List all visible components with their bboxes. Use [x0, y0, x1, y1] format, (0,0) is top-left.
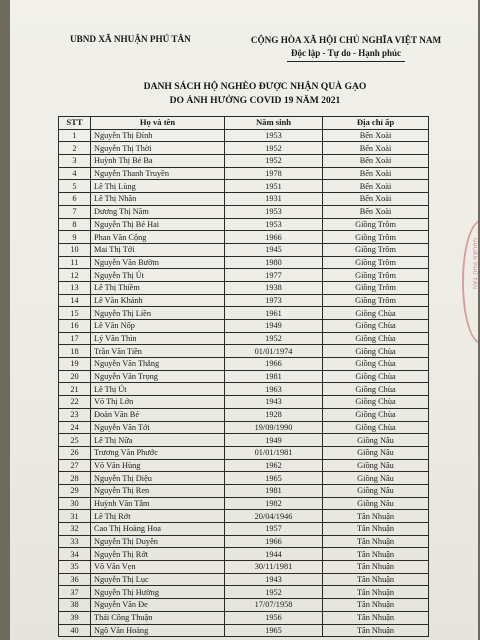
- hamlet-address: Giồng Chùa: [323, 358, 429, 371]
- recipient-name: Nguyễn Văn Bườm: [91, 256, 225, 269]
- hamlet-address: Tân Nhuận: [323, 611, 429, 624]
- birth-date: 1953: [225, 205, 323, 218]
- recipient-name: Nguyễn Văn Tới: [91, 421, 225, 434]
- hamlet-address: Giồng Chùa: [323, 408, 429, 421]
- motto-underline: [287, 61, 405, 62]
- recipient-name: Phan Văn Cộng: [91, 231, 225, 244]
- row-number: 5: [59, 180, 91, 193]
- table-row: [59, 535, 429, 548]
- birth-date: 1965: [225, 472, 323, 485]
- recipient-name: Lý Văn Thìn: [91, 332, 225, 345]
- column-header-name: Họ và tên: [91, 117, 225, 130]
- table-row: [59, 345, 429, 358]
- recipient-name: Võ Văn Hùng: [91, 459, 225, 472]
- recipient-name: Dương Thị Năm: [91, 205, 225, 218]
- table-row: [59, 459, 429, 472]
- birth-date: 1956: [225, 611, 323, 624]
- row-number: 24: [59, 421, 91, 434]
- row-number: 40: [59, 624, 91, 637]
- row-number: 32: [59, 523, 91, 536]
- row-number: 18: [59, 345, 91, 358]
- hamlet-address: Giồng Nâu: [323, 459, 429, 472]
- table-row: [59, 243, 429, 256]
- birth-date: 01/01/1981: [225, 446, 323, 459]
- row-number: 11: [59, 256, 91, 269]
- table-row: [59, 510, 429, 523]
- hamlet-address: Giồng Nâu: [323, 497, 429, 510]
- recipient-name: Trần Văn Tiền: [91, 345, 225, 358]
- motto-line: Độc lập - Tự do - Hạnh phúc: [290, 48, 401, 58]
- birth-date: 1943: [225, 396, 323, 409]
- hamlet-address: Bến Xoài: [323, 193, 429, 206]
- birth-date: 1966: [225, 231, 323, 244]
- hamlet-address: Giồng Nâu: [323, 472, 429, 485]
- birth-date: 1952: [225, 142, 323, 155]
- document-title: [110, 80, 400, 108]
- row-number: 12: [59, 269, 91, 282]
- column-header-birth-year: Năm sinh: [225, 117, 323, 130]
- recipient-name: Lê Thị Út: [91, 383, 225, 396]
- birth-date: 1953: [225, 129, 323, 142]
- recipient-name: Nguyễn Thị Duyên: [91, 535, 225, 548]
- recipient-name: Huỳnh Văn Tâm: [91, 497, 225, 510]
- hamlet-address: Giồng Chùa: [323, 307, 429, 320]
- recipient-name: Võ Văn Vẹn: [91, 561, 225, 574]
- recipient-name: Nguyễn Thanh Truyền: [91, 167, 225, 180]
- birth-date: 20/04/1946: [225, 510, 323, 523]
- birth-date: 1961: [225, 307, 323, 320]
- recipient-name: Lê Thị Nữa: [91, 434, 225, 447]
- table-row: [59, 561, 429, 574]
- hamlet-address: Tân Nhuận: [323, 535, 429, 548]
- recipient-name: Nguyễn Thị Đính: [91, 129, 225, 142]
- row-number: 25: [59, 434, 91, 447]
- table-row: [59, 446, 429, 459]
- row-number: 30: [59, 497, 91, 510]
- birth-date: 01/01/1974: [225, 345, 323, 358]
- birth-date: 1965: [225, 624, 323, 637]
- recipient-name: Đoàn Văn Bé: [91, 408, 225, 421]
- row-number: 38: [59, 599, 91, 612]
- hamlet-address: Bến Xoài: [323, 205, 429, 218]
- recipient-name: Nguyễn Thị Liền: [91, 307, 225, 320]
- recipient-name: Lê Văn Khánh: [91, 294, 225, 307]
- hamlet-address: Giồng Trôm: [323, 281, 429, 294]
- recipient-name: Cao Thị Hoàng Hoa: [91, 523, 225, 536]
- recipient-name: Trương Văn Phước: [91, 446, 225, 459]
- hamlet-address: Bến Xoài: [323, 155, 429, 168]
- hamlet-address: Bến Xoài: [323, 142, 429, 155]
- row-number: 31: [59, 510, 91, 523]
- table-body: [59, 129, 429, 637]
- birth-date: 1953: [225, 218, 323, 231]
- table-row: [59, 370, 429, 383]
- row-number: 13: [59, 281, 91, 294]
- table-row: [59, 256, 429, 269]
- recipient-name: Nguyễn Văn Trọng: [91, 370, 225, 383]
- birth-date: 1943: [225, 573, 323, 586]
- hamlet-address: Tân Nhuận: [323, 573, 429, 586]
- birth-date: 1952: [225, 332, 323, 345]
- recipient-name: Thái Công Thuận: [91, 611, 225, 624]
- national-motto: [236, 34, 456, 62]
- hamlet-address: Giồng Chùa: [323, 396, 429, 409]
- birth-date: 1957: [225, 523, 323, 536]
- recipient-name: Huỳnh Thị Bé Ba: [91, 155, 225, 168]
- hamlet-address: Giồng Chùa: [323, 320, 429, 333]
- birth-date: 1981: [225, 484, 323, 497]
- country-name: CỘNG HÒA XÃ HỘI CHỦ NGHĨA VIỆT NAM: [250, 35, 442, 45]
- recipient-name: Nguyễn Thị Ren: [91, 484, 225, 497]
- row-number: 4: [59, 167, 91, 180]
- hamlet-address: Tân Nhuận: [323, 624, 429, 637]
- recipient-name: Mai Thị Tới: [91, 243, 225, 256]
- table-row: [59, 218, 429, 231]
- table-row: [59, 294, 429, 307]
- table-row: [59, 358, 429, 371]
- recipient-name: Lê Văn Nốp: [91, 320, 225, 333]
- issuer-name: UBND XÃ NHUẬN PHÚ TÂN: [70, 34, 191, 44]
- row-number: 26: [59, 446, 91, 459]
- row-number: 8: [59, 218, 91, 231]
- row-number: 20: [59, 370, 91, 383]
- row-number: 10: [59, 243, 91, 256]
- birth-date: 19/09/1990: [225, 421, 323, 434]
- recipient-name: Ngô Văn Hoàng: [91, 624, 225, 637]
- row-number: 27: [59, 459, 91, 472]
- table-row: [59, 307, 429, 320]
- table-row: [59, 497, 429, 510]
- recipient-name: Nguyễn Thị Diệu: [91, 472, 225, 485]
- hamlet-address: Giồng Nâu: [323, 484, 429, 497]
- recipient-table: [58, 116, 429, 637]
- hamlet-address: Giồng Chùa: [323, 421, 429, 434]
- column-header-address: Địa chỉ ấp: [323, 117, 429, 130]
- table-row: [59, 281, 429, 294]
- hamlet-address: Giồng Trôm: [323, 294, 429, 307]
- table-row: [59, 193, 429, 206]
- hamlet-address: Giồng Chùa: [323, 370, 429, 383]
- row-number: 9: [59, 231, 91, 244]
- table-row: [59, 624, 429, 637]
- row-number: 36: [59, 573, 91, 586]
- row-number: 6: [59, 193, 91, 206]
- row-number: 1: [59, 129, 91, 142]
- row-number: 15: [59, 307, 91, 320]
- birth-date: 17/07/1958: [225, 599, 323, 612]
- table-row: [59, 129, 429, 142]
- birth-date: 1949: [225, 320, 323, 333]
- hamlet-address: Giồng Trôm: [323, 256, 429, 269]
- birth-date: 1952: [225, 155, 323, 168]
- birth-date: 1944: [225, 548, 323, 561]
- table-row: [59, 396, 429, 409]
- table-row: [59, 205, 429, 218]
- row-number: 17: [59, 332, 91, 345]
- hamlet-address: Bến Xoài: [323, 180, 429, 193]
- birth-date: 1938: [225, 281, 323, 294]
- table-row: [59, 434, 429, 447]
- recipient-name: Nguyễn Văn Đe: [91, 599, 225, 612]
- table-row: [59, 383, 429, 396]
- birth-date: 1977: [225, 269, 323, 282]
- table-row: [59, 155, 429, 168]
- birth-date: 1945: [225, 243, 323, 256]
- hamlet-address: Tân Nhuận: [323, 548, 429, 561]
- row-number: 28: [59, 472, 91, 485]
- row-number: 7: [59, 205, 91, 218]
- table-row: [59, 269, 429, 282]
- recipient-name: Nguyễn Thị Thời: [91, 142, 225, 155]
- recipient-name: Nguyễn Thị Bé Hai: [91, 218, 225, 231]
- hamlet-address: Tân Nhuận: [323, 599, 429, 612]
- row-number: 34: [59, 548, 91, 561]
- table-row: [59, 523, 429, 536]
- row-number: 2: [59, 142, 91, 155]
- row-number: 21: [59, 383, 91, 396]
- row-number: 3: [59, 155, 91, 168]
- birth-date: 1963: [225, 383, 323, 396]
- hamlet-address: Giồng Chùa: [323, 345, 429, 358]
- hamlet-address: Giồng Chùa: [323, 383, 429, 396]
- birth-date: 1973: [225, 294, 323, 307]
- birth-date: 1931: [225, 193, 323, 206]
- hamlet-address: Giồng Trôm: [323, 269, 429, 282]
- hamlet-address: Tân Nhuận: [323, 523, 429, 536]
- recipient-name: Nguyễn Thị Út: [91, 269, 225, 282]
- recipient-name: Nguyễn Thị Rớt: [91, 548, 225, 561]
- recipient-name: Lê Thị Lùng: [91, 180, 225, 193]
- birth-date: 1966: [225, 358, 323, 371]
- table-row: [59, 573, 429, 586]
- row-number: 37: [59, 586, 91, 599]
- table-row: [59, 472, 429, 485]
- row-number: 39: [59, 611, 91, 624]
- birth-date: 1951: [225, 180, 323, 193]
- birth-date: 1928: [225, 408, 323, 421]
- hamlet-address: Giồng Nâu: [323, 434, 429, 447]
- birth-date: 1981: [225, 370, 323, 383]
- recipient-name: Lê Thị Thiềm: [91, 281, 225, 294]
- birth-date: 1949: [225, 434, 323, 447]
- hamlet-address: Giồng Trôm: [323, 218, 429, 231]
- table-row: [59, 599, 429, 612]
- seal-text: NHUẬN PHÚ TÂN: [471, 238, 477, 290]
- table-row: [59, 421, 429, 434]
- table-row: [59, 408, 429, 421]
- table-row: [59, 484, 429, 497]
- row-number: 29: [59, 484, 91, 497]
- column-header-stt: STT: [59, 117, 91, 130]
- row-number: 16: [59, 320, 91, 333]
- title-line-2: DO ẢNH HƯỞNG COVID 19 NĂM 2021: [169, 95, 341, 106]
- hamlet-address: Giồng Nâu: [323, 446, 429, 459]
- hamlet-address: Tân Nhuận: [323, 586, 429, 599]
- recipient-name: Võ Thị Lớn: [91, 396, 225, 409]
- row-number: 23: [59, 408, 91, 421]
- table-header-row: [59, 117, 429, 130]
- title-line-1: DANH SÁCH HỘ NGHÈO ĐƯỢC NHẬN QUÀ GẠO: [143, 81, 367, 92]
- hamlet-address: Tân Nhuận: [323, 561, 429, 574]
- hamlet-address: Giồng Chùa: [323, 332, 429, 345]
- birth-date: 1952: [225, 586, 323, 599]
- table-row: [59, 142, 429, 155]
- table-row: [59, 320, 429, 333]
- table-row: [59, 167, 429, 180]
- table-row: [59, 586, 429, 599]
- row-number: 14: [59, 294, 91, 307]
- recipient-name: Nguyễn Thị Hường: [91, 586, 225, 599]
- birth-date: 1978: [225, 167, 323, 180]
- recipient-name: Nguyễn Thị Lục: [91, 573, 225, 586]
- hamlet-address: Giồng Trôm: [323, 231, 429, 244]
- table-row: [59, 548, 429, 561]
- row-number: 22: [59, 396, 91, 409]
- table-row: [59, 231, 429, 244]
- table-row: [59, 611, 429, 624]
- hamlet-address: Tân Nhuận: [323, 510, 429, 523]
- table-row: [59, 180, 429, 193]
- document-page: [10, 0, 478, 640]
- birth-date: 1962: [225, 459, 323, 472]
- recipient-name: Lê Thị Nhân: [91, 193, 225, 206]
- hamlet-address: Giồng Trôm: [323, 243, 429, 256]
- birth-date: 30/11/1981: [225, 561, 323, 574]
- row-number: 35: [59, 561, 91, 574]
- hamlet-address: Bến Xoài: [323, 129, 429, 142]
- hamlet-address: Bến Xoài: [323, 167, 429, 180]
- birth-date: 1966: [225, 535, 323, 548]
- birth-date: 1982: [225, 497, 323, 510]
- row-number: 19: [59, 358, 91, 371]
- recipient-name: Lê Thị Rớt: [91, 510, 225, 523]
- table-row: [59, 332, 429, 345]
- row-number: 33: [59, 535, 91, 548]
- birth-date: 1980: [225, 256, 323, 269]
- recipient-name: Nguyễn Văn Thắng: [91, 358, 225, 371]
